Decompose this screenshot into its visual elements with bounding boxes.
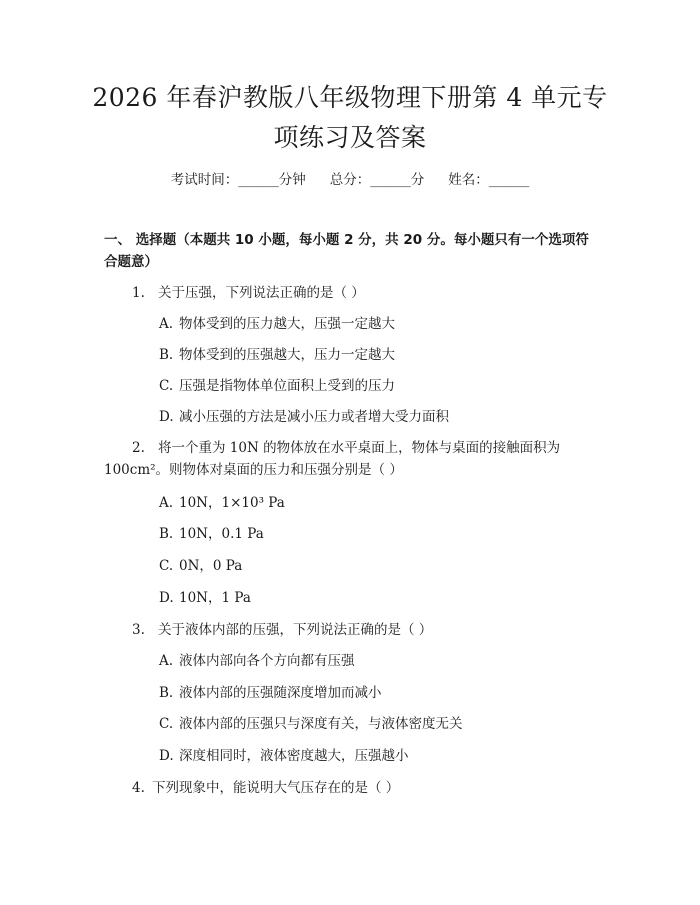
option-text: 压强是指物体单位面积上受到的压力 — [179, 378, 395, 394]
option-3b — [159, 682, 382, 704]
option-text: 0N，0 Pa — [179, 558, 243, 574]
option-2a — [159, 492, 285, 514]
option-text: 减小压强的方法是减小压力或者增大受力面积 — [179, 409, 449, 425]
question-number: 1. — [132, 285, 145, 301]
question-text-line-2: 100cm²。则物体对桌面的压力和压强分别是（ ） — [104, 462, 403, 478]
option-label: C. — [159, 716, 174, 732]
option-1c — [159, 375, 395, 397]
question-4 — [132, 777, 399, 799]
title-line-2: 项练习及答案 — [273, 123, 427, 152]
title-line-1: 2026 年春沪教版八年级物理下册第 4 单元专 — [92, 83, 608, 112]
option-label: B. — [159, 347, 174, 363]
option-text: 液体内部向各个方向都有压强 — [179, 653, 355, 669]
option-label: B. — [159, 685, 174, 701]
option-text: 物体受到的压强越大，压力一定越大 — [179, 347, 395, 363]
option-label: D. — [159, 748, 174, 764]
question-number: 4. — [132, 780, 145, 796]
page-title — [60, 78, 640, 158]
option-2d — [159, 587, 251, 609]
question-1 — [132, 282, 365, 304]
question-3 — [132, 619, 432, 641]
option-text: 液体内部的压强随深度增加而减小 — [179, 685, 382, 701]
exam-time: 考试时间：______分钟 — [170, 172, 306, 188]
question-text: 下列现象中，能说明大气压存在的是（ ） — [152, 780, 400, 796]
question-2 — [104, 437, 602, 481]
exam-info-line — [0, 168, 700, 188]
question-text: 关于液体内部的压强，下列说法正确的是（ ） — [158, 622, 433, 638]
option-3c — [159, 713, 463, 735]
question-text: 关于压强，下列说法正确的是（ ） — [158, 285, 365, 301]
option-text: 液体内部的压强只与深度有关，与液体密度无关 — [179, 716, 463, 732]
option-label: B. — [159, 526, 174, 542]
option-text: 物体受到的压力越大，压强一定越大 — [179, 316, 395, 332]
option-label: D. — [159, 409, 174, 425]
total-score: 总分：______分 — [329, 172, 425, 188]
section-heading: 一、 选择题（本题共 10 小题，每小题 2 分，共 20 分。每小题只有一个选项符合题意） — [104, 232, 589, 270]
option-text: 10N，1×10³ Pa — [179, 495, 285, 511]
option-label: C. — [159, 558, 174, 574]
question-number: 2. — [132, 440, 145, 456]
option-1d — [159, 406, 449, 428]
option-label: A. — [159, 653, 174, 669]
option-3d — [159, 745, 409, 767]
option-text: 深度相同时，液体密度越大，压强越小 — [179, 748, 409, 764]
option-label: A. — [159, 495, 174, 511]
option-2b — [159, 523, 264, 545]
option-label: D. — [159, 590, 174, 606]
option-3a — [159, 650, 355, 672]
option-text: 10N，0.1 Pa — [179, 526, 264, 542]
option-2c — [159, 555, 242, 577]
option-1b — [159, 344, 395, 366]
question-number: 3. — [132, 622, 145, 638]
student-name: 姓名：______ — [448, 172, 530, 188]
question-text-line-1: 将一个重为 10N 的物体放在水平桌面上，物体与桌面的接触面积为 — [158, 440, 561, 456]
option-label: C. — [159, 378, 174, 394]
option-1a — [159, 313, 395, 335]
option-label: A. — [159, 316, 174, 332]
option-text: 10N，1 Pa — [179, 590, 251, 606]
